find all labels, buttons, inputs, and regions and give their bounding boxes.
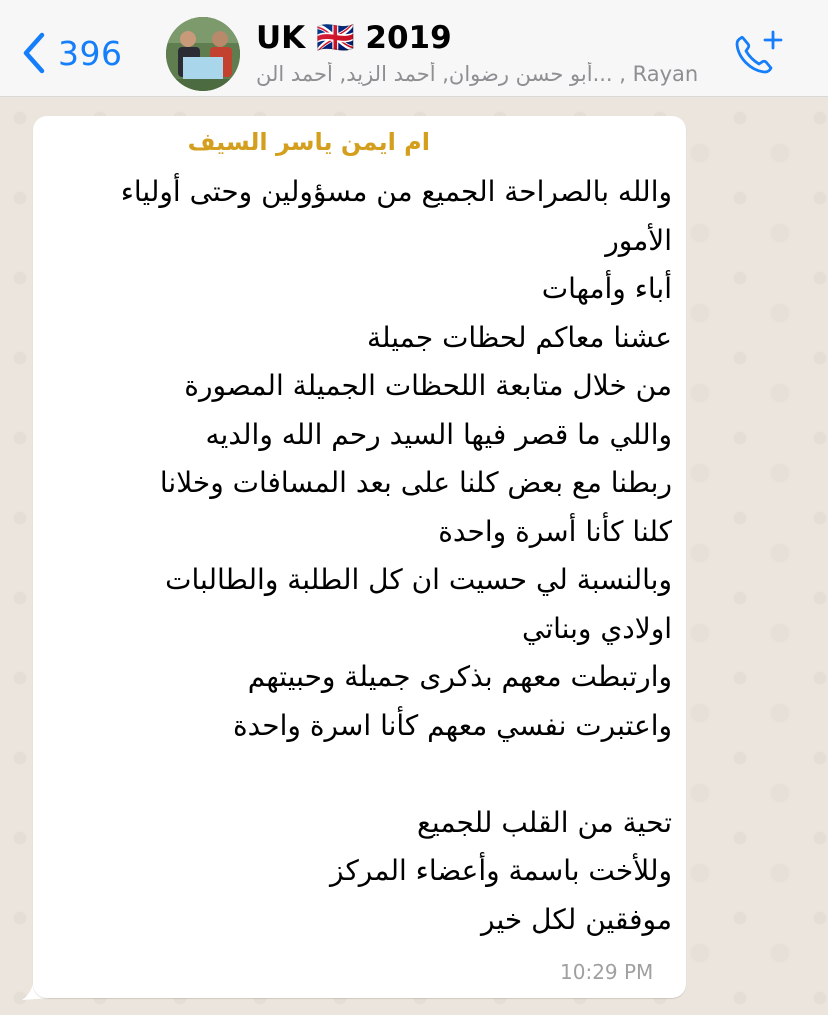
phone-plus-icon — [733, 30, 785, 78]
unread-count: 396 — [58, 33, 123, 73]
message-text — [52, 168, 672, 944]
chat-header — [0, 0, 828, 97]
add-call-button[interactable] — [733, 30, 785, 78]
message-line: كلنا كأنا أسرة واحدة — [438, 514, 672, 548]
message-line: وارتبطت معهم بذكرى جميلة وحبيتهم — [247, 660, 672, 693]
message-line: عشنا معاكم لحظات جميلة — [366, 320, 672, 354]
message-line: واللي ما قصر فيها السيد رحم الله والديه — [205, 417, 672, 451]
sender-name[interactable]: ام ايمن ياسر السيف — [187, 128, 430, 156]
chat-participants[interactable]: أبو حسن رضوان, أحمد الزيد, أحمد الن... , Rayan — [256, 62, 699, 86]
chevron-left-icon — [22, 31, 46, 75]
message-line: والله بالصراحة الجميع من مسؤولين وحتى أولياء — [120, 175, 672, 208]
chat-title[interactable]: UK 🇬🇧 2019 — [256, 20, 452, 56]
message-line: ربطنا مع بعض كلنا على بعد المسافات وخلانا — [159, 466, 672, 499]
message-line: من خلال متابعة اللحظات الجميلة المصورة — [184, 369, 672, 402]
message-line: اولادي وبناتي — [522, 611, 672, 645]
back-button[interactable] — [22, 30, 123, 76]
message-line: أباء وأمهات — [541, 272, 672, 305]
group-photo — [166, 17, 240, 91]
message-line: تحية من القلب للجميع — [417, 805, 672, 839]
message-timestamp: 10:29 PM — [560, 960, 654, 984]
message-line: وللأخت باسمة وأعضاء المركز — [330, 854, 672, 887]
message-line: الأمور — [605, 223, 672, 257]
group-avatar[interactable] — [166, 17, 240, 91]
message-line: وبالنسبة لي حسيت ان كل الطلبة والطالبات — [165, 563, 672, 596]
message-line: واعتبرت نفسي معهم كأنا اسرة واحدة — [232, 708, 672, 742]
message-line: موفقين لكل خير — [481, 902, 672, 936]
message-line — [52, 750, 672, 799]
